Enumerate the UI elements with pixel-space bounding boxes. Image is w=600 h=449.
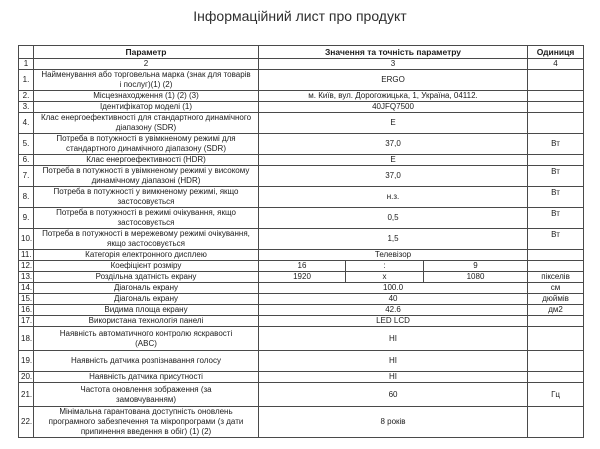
- row-parameter: Найменування або торговельна марка (знак для товарів і послуг)(1) (2): [34, 70, 259, 91]
- table-row: [19, 155, 584, 166]
- table-row: [19, 351, 584, 372]
- row-number: 13.: [19, 272, 34, 283]
- table-row: [19, 113, 584, 134]
- table-row: [19, 261, 584, 272]
- row-value: Телевізор: [259, 250, 528, 261]
- column-number: 3: [259, 59, 528, 70]
- row-number: 19.: [19, 351, 34, 372]
- row-value: LED LCD: [259, 316, 528, 327]
- column-number: 4: [528, 59, 584, 70]
- row-parameter: Використана технологія панелі: [34, 316, 259, 327]
- header-unit: Одиниця: [528, 46, 584, 59]
- row-number: 1.: [19, 70, 34, 91]
- table-row: [19, 229, 584, 250]
- table-row: [19, 383, 584, 407]
- row-parameter: Роздільна здатність екрану: [34, 272, 259, 283]
- row-value: н.з.: [259, 187, 528, 208]
- row-parameter: Частота оновлення зображення (за замовчуванням): [34, 383, 259, 407]
- row-parameter: Потреба в потужності в увімкненому режимі у високому динамічному діапазоні (HDR): [34, 166, 259, 187]
- row-parameter: Потреба в потужності у вимкненому режимі, якщо застосовується: [34, 187, 259, 208]
- row-value: 40: [259, 294, 528, 305]
- row-number: 5.: [19, 134, 34, 155]
- row-unit: см: [528, 283, 584, 294]
- header-value: Значення та точність параметру: [259, 46, 528, 59]
- row-parameter: Наявність датчика присутності: [34, 372, 259, 383]
- row-parameter: Діагональ екрану: [34, 294, 259, 305]
- product-info-table: [18, 45, 584, 438]
- row-unit: [528, 372, 584, 383]
- row-number: 20.: [19, 372, 34, 383]
- row-value: E: [259, 113, 528, 134]
- row-number: 22.: [19, 407, 34, 438]
- table-row: [19, 327, 584, 351]
- row-value: ERGO: [259, 70, 528, 91]
- row-parameter: Діагональ екрану: [34, 283, 259, 294]
- header-parameter: Параметр: [34, 46, 259, 59]
- row-unit: Вт: [528, 229, 584, 250]
- row-parameter: Мінімальна гарантована доступність оновлень програмного забезпечення та мікропрограми (з дати припинення введення в обіг) (1) (2): [34, 407, 259, 438]
- row-number: 18.: [19, 327, 34, 351]
- row-parameter: Видима площа екрану: [34, 305, 259, 316]
- row-number: 2.: [19, 91, 34, 102]
- table-row: [19, 208, 584, 229]
- row-value-part: 16: [259, 261, 346, 272]
- row-number: 4.: [19, 113, 34, 134]
- table-row: [19, 305, 584, 316]
- row-unit: [528, 351, 584, 372]
- row-parameter: Наявність датчика розпізнавання голосу: [34, 351, 259, 372]
- table-row: [19, 407, 584, 438]
- row-parameter: Клас енергоефективності для стандартного динамічного діапазону (SDR): [34, 113, 259, 134]
- row-value-part: 1080: [424, 272, 528, 283]
- table-row: [19, 294, 584, 305]
- row-value: 100.0: [259, 283, 528, 294]
- row-number: 10.: [19, 229, 34, 250]
- row-unit: дм2: [528, 305, 584, 316]
- table-row: [19, 250, 584, 261]
- table-row: [19, 272, 584, 283]
- row-number: 14.: [19, 283, 34, 294]
- row-unit: [528, 316, 584, 327]
- row-value: 0,5: [259, 208, 528, 229]
- row-value: 40JFQ7500: [259, 102, 528, 113]
- row-parameter: Потреба в потужності в режимі очікування, якщо застосовується: [34, 208, 259, 229]
- row-unit: [528, 261, 584, 272]
- row-parameter: Клас енергоефективності (HDR): [34, 155, 259, 166]
- row-unit: [528, 250, 584, 261]
- row-unit: [528, 407, 584, 438]
- row-number: 16.: [19, 305, 34, 316]
- row-value: 1,5: [259, 229, 528, 250]
- row-unit: [528, 70, 584, 91]
- table-row: [19, 187, 584, 208]
- row-parameter: Категорія електронного дисплею: [34, 250, 259, 261]
- table-row: [19, 70, 584, 91]
- row-number: 17.: [19, 316, 34, 327]
- row-unit: Вт: [528, 187, 584, 208]
- row-value-separator: x: [346, 272, 424, 283]
- table-header-row: [19, 46, 584, 59]
- table-row: [19, 166, 584, 187]
- page-title: Інформаційний лист про продукт: [193, 8, 407, 24]
- row-unit: Вт: [528, 166, 584, 187]
- row-value-part: 9: [424, 261, 528, 272]
- row-parameter: Потреба в потужності в мережевому режимі очікування, якщо застосовується: [34, 229, 259, 250]
- row-value: 37,0: [259, 166, 528, 187]
- row-number: 11.: [19, 250, 34, 261]
- row-value: НІ: [259, 351, 528, 372]
- row-parameter: Наявність автоматичного контролю яскравості (ABC): [34, 327, 259, 351]
- row-unit: [528, 327, 584, 351]
- table-row: [19, 134, 584, 155]
- header-row-number: [19, 46, 34, 59]
- row-parameter: Потреба в потужності в увімкненому режимі для стандартного динамічного діапазону (SDR): [34, 134, 259, 155]
- row-value: 60: [259, 383, 528, 407]
- row-number: 6.: [19, 155, 34, 166]
- row-parameter: Місцезнаходження (1) (2) (3): [34, 91, 259, 102]
- column-number: 1: [19, 59, 34, 70]
- row-number: 9.: [19, 208, 34, 229]
- row-number: 12.: [19, 261, 34, 272]
- row-number: 8.: [19, 187, 34, 208]
- row-value: м. Київ, вул. Дорогожицька, 1, Україна, 04112.: [259, 91, 528, 102]
- row-number: 7.: [19, 166, 34, 187]
- row-value: НІ: [259, 372, 528, 383]
- table-row: [19, 283, 584, 294]
- row-unit: дюймів: [528, 294, 584, 305]
- table-row: [19, 91, 584, 102]
- row-unit: Гц: [528, 383, 584, 407]
- row-parameter: Ідентифікатор моделі (1): [34, 102, 259, 113]
- column-number: 2: [34, 59, 259, 70]
- row-value: 8 років: [259, 407, 528, 438]
- row-unit: Вт: [528, 208, 584, 229]
- row-value-separator: :: [346, 261, 424, 272]
- row-parameter: Коефіцієнт розміру: [34, 261, 259, 272]
- row-unit: [528, 155, 584, 166]
- row-number: 15.: [19, 294, 34, 305]
- row-value: E: [259, 155, 528, 166]
- table-row: [19, 102, 584, 113]
- table-row: [19, 372, 584, 383]
- row-value: 42.6: [259, 305, 528, 316]
- row-unit: пікселів: [528, 272, 584, 283]
- row-unit: Вт: [528, 134, 584, 155]
- row-number: 3.: [19, 102, 34, 113]
- row-unit: [528, 113, 584, 134]
- row-value: НІ: [259, 327, 528, 351]
- row-unit: [528, 102, 584, 113]
- row-unit: [528, 91, 584, 102]
- row-value: 37,0: [259, 134, 528, 155]
- row-number: 21.: [19, 383, 34, 407]
- column-number-row: [19, 59, 584, 70]
- row-value-part: 1920: [259, 272, 346, 283]
- table-row: [19, 316, 584, 327]
